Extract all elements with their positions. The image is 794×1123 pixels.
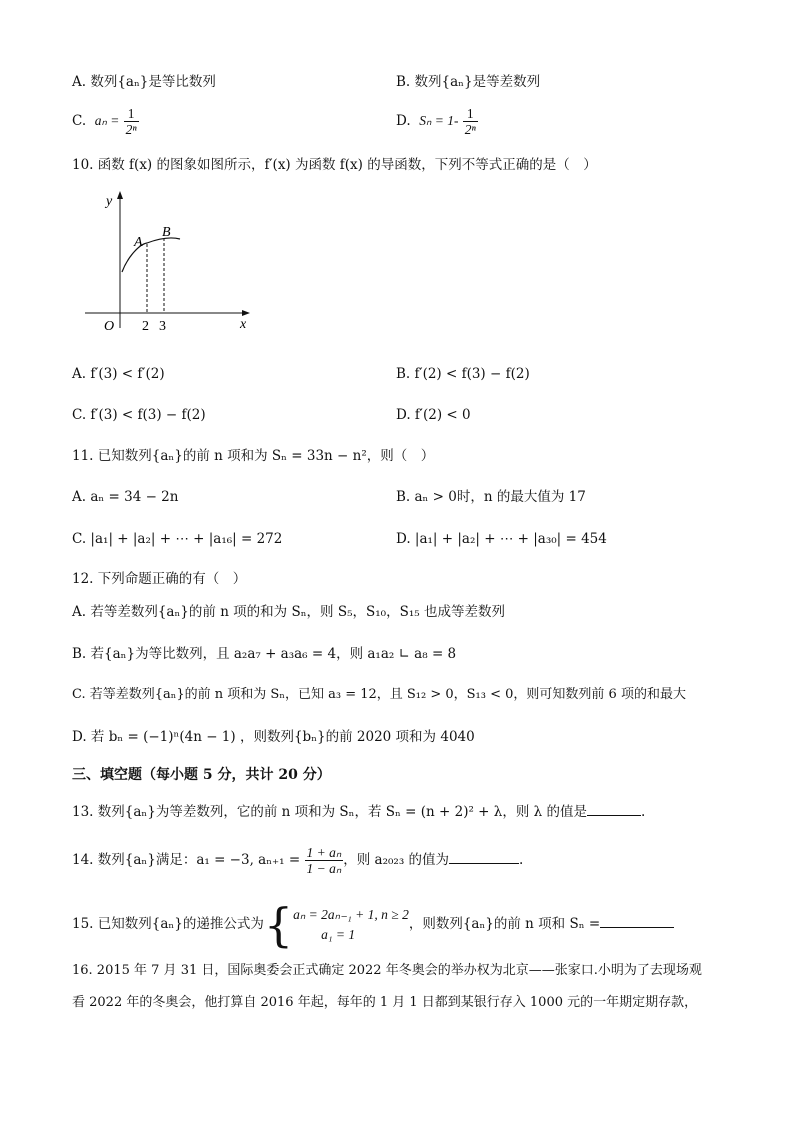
q11-option-b: B. aₙ > 0时，n 的最大值为 17	[396, 489, 586, 505]
q14-pre: 14. 数列{aₙ}满足：a₁ = −3, aₙ₊₁ =	[72, 852, 301, 868]
q15-pre: 15. 已知数列{aₙ}的递推公式为	[72, 916, 264, 932]
q9-option-c-denominator: 2ⁿ	[125, 122, 137, 137]
q12-option-a: A. 若等差数列{aₙ}的前 n 项的和为 Sₙ，则 S₅，S₁₀，S₁₅ 也成等差数列	[72, 604, 505, 620]
q9-option-c-lhs: aₙ =	[94, 113, 120, 128]
q14-end: .	[519, 852, 524, 868]
q13-answer-blank[interactable]	[587, 801, 641, 816]
q11-stem: 11. 已知数列{aₙ}的前 n 项和为 Sₙ = 33n − n²，则（ ）	[72, 448, 435, 464]
q9-option-d	[396, 106, 478, 137]
graph-origin-label: O	[104, 319, 115, 334]
q10-option-b: B. f′(2) < f(3) − f(2)	[396, 366, 530, 382]
q9-option-c-numerator: 1	[124, 106, 139, 122]
q14-numerator: 1 + aₙ	[306, 845, 342, 860]
graph-point-a-label: A	[134, 235, 143, 250]
q11-option-c: C. |a₁| + |a₂| + ⋯ + |a₁₆| = 272	[72, 531, 283, 547]
q13-line	[72, 801, 645, 822]
graph-curve	[122, 238, 180, 272]
q15-post: ，则数列{aₙ}的前 n 项和 Sₙ =	[408, 916, 601, 932]
q15-recurrence-system	[293, 905, 409, 945]
graph-point-b-label: B	[162, 225, 171, 240]
q9-option-c-fraction	[124, 106, 139, 137]
q15-recurrence-line1: aₙ = 2aₙ₋₁ + 1, n ≥ 2	[293, 906, 409, 922]
q9-option-d-numerator: 1	[463, 106, 478, 122]
q12-option-d: D. 若 bₙ = (−1)ⁿ(4n − 1) ，则数列{bₙ}的前 2020 项和为 4040	[72, 729, 475, 745]
q15-answer-blank[interactable]	[600, 913, 674, 928]
q15-brace: {	[263, 897, 294, 952]
q9-option-d-denominator: 2ⁿ	[464, 122, 476, 137]
q14-answer-blank[interactable]	[449, 849, 519, 864]
q9-option-c-label: C.	[72, 113, 87, 129]
graph-tick-2: 2	[142, 319, 149, 334]
q13-end: .	[640, 804, 646, 820]
section-title-fill-in: 三、填空题（每小题 5 分，共计 20 分）	[72, 767, 331, 783]
q10-option-a: A. f′(3) < f′(2)	[72, 366, 165, 382]
q11-option-a: A. aₙ = 34 − 2n	[72, 489, 179, 505]
q13-text: 13. 数列{aₙ}为等差数列，它的前 n 项和为 Sₙ，若 Sₙ = (n + 2)² + λ，则 λ 的值是	[72, 804, 587, 820]
q10-function-graph	[80, 188, 260, 338]
q15-line	[72, 897, 674, 952]
q14-fraction	[305, 845, 344, 876]
q10-option-c: C. f′(3) < f(3) − f(2)	[72, 407, 206, 423]
q9-option-a: A. 数列{aₙ}是等比数列	[72, 74, 216, 90]
q15-recurrence-line2: a₁ = 1	[321, 926, 356, 942]
q10-option-d: D. f′(2) < 0	[396, 407, 471, 423]
q10-stem: 10. 函数 f(x) 的图象如图所示，f′(x) 为函数 f(x) 的导函数，下列不等式正确的是（ ）	[72, 157, 597, 173]
q12-option-c: C. 若等差数列{aₙ}的前 n 项和为 Sₙ，已知 a₃ = 12，且 S₁₂ > 0，S₁₃ < 0，则可知数列前 6 项的和最大	[72, 687, 686, 702]
graph-x-label: x	[240, 317, 247, 332]
q11-option-d: D. |a₁| + |a₂| + ⋯ + |a₃₀| = 454	[396, 531, 607, 547]
q14-denominator: 1 − aₙ	[306, 861, 342, 876]
q9-option-d-lhs: Sₙ = 1-	[419, 113, 459, 128]
q9-option-d-fraction	[463, 106, 478, 137]
q14-post: ，则 a₂₀₂₃ 的值为	[343, 852, 450, 868]
graph-y-label: y	[106, 194, 113, 209]
q9-option-d-label: D.	[396, 113, 411, 129]
q16-line1: 16. 2015 年 7 月 31 日，国际奥委会正式确定 2022 年冬奥会的举办权为北京——张家口.小明为了去现场观	[72, 963, 702, 978]
q9-option-c	[72, 106, 139, 137]
q16-line2: 看 2022 年的冬奥会，他打算自 2016 年起，每年的 1 月 1 日都到某银行存入 1000 元的一年期定期存款，	[72, 995, 698, 1010]
graph-x-arrow	[242, 310, 250, 316]
q12-stem: 12. 下列命题正确的有（ ）	[72, 571, 247, 587]
graph-y-arrow	[117, 191, 123, 199]
q14-line	[72, 840, 523, 880]
graph-tick-3: 3	[159, 319, 166, 334]
q9-option-b: B. 数列{aₙ}是等差数列	[396, 74, 541, 90]
q12-option-b: B. 若{aₙ}为等比数列，且 a₂a₇ + a₃a₆ = 4，则 a₁a₂ ∟ a₈ = 8	[72, 646, 457, 662]
